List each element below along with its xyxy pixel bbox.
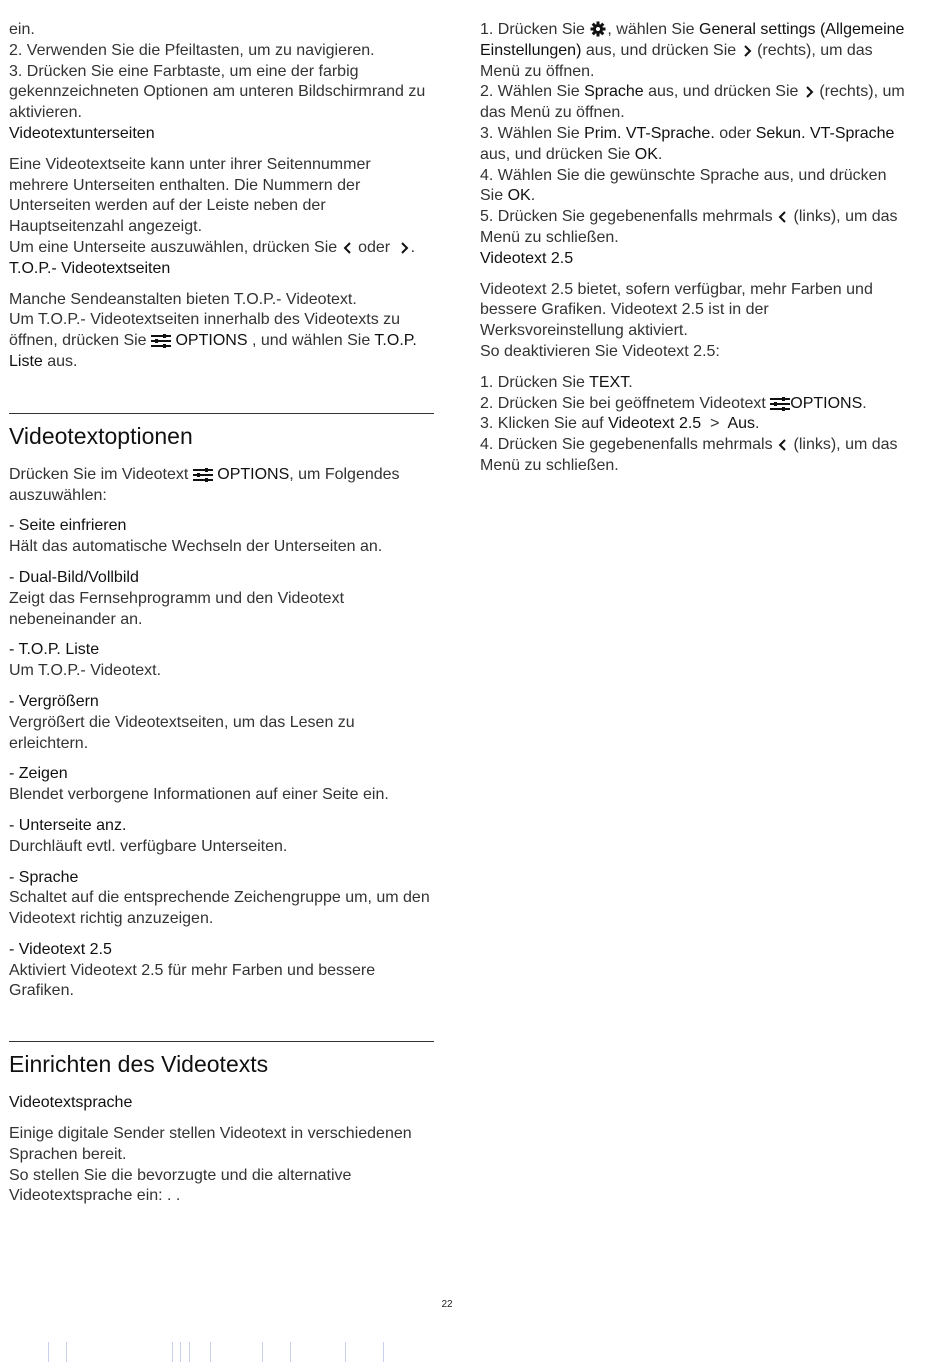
option-title: - Dual-Bild/Vollbild [9, 568, 139, 586]
options-icon [151, 334, 171, 348]
option-item [9, 868, 434, 930]
top-body-1: Manche Sendeanstalten bieten T.O.P.- Videotext. [9, 290, 357, 308]
option-title: - Seite einfrieren [9, 517, 127, 535]
top-list-label: T.O.P. Liste [9, 332, 417, 370]
chevron-left-icon [777, 438, 789, 452]
options-section-title: Videotextoptionen [9, 422, 193, 449]
footer-mark [345, 1342, 346, 1362]
option-desc: Blendet verborgene Informationen auf einer Seite ein. [9, 786, 389, 804]
sprache-label: Sprache [584, 83, 644, 101]
subpages-select-pre: Um eine Unterseite auszuwählen, drücken Sie [9, 238, 338, 256]
option-desc: Durchläuft evtl. verfügbare Unterseiten. [9, 837, 288, 855]
step-text: aus, und drücken Sie [585, 41, 737, 59]
footer-mark [172, 1342, 173, 1362]
vt25-step-3 [480, 414, 910, 435]
step-text: (links), um das Menü zu schließen. [480, 436, 898, 474]
lang-step-1 [480, 20, 910, 82]
vt25-step-2 [480, 394, 910, 415]
ok-label: OK [507, 187, 531, 205]
general-settings-label: General settings (Allgemeine Einstellungen) [480, 21, 905, 59]
top-body-2-pre: Um T.O.P.- Videotextseiten innerhalb des Videotexts zu öffnen, drücken Sie [9, 311, 401, 350]
step-text: (rechts), um das Menü zu öffnen. [480, 41, 873, 80]
intro-line-1: ein. [9, 21, 35, 38]
chevron-left-icon [342, 241, 354, 255]
step-text: (links), um das Menü zu schließen. [480, 208, 898, 246]
option-item [9, 516, 434, 558]
page-number: 22 [441, 1299, 453, 1310]
option-item [9, 940, 434, 1002]
footer-mark [66, 1342, 67, 1362]
options-intro [9, 465, 434, 507]
option-item [9, 640, 434, 682]
section-divider [9, 1041, 434, 1042]
text-key-label: TEXT [589, 373, 629, 391]
step-text: 4. Wählen Sie die gewünschte Sprache aus, und drücken Sie [480, 166, 887, 205]
prim-vt-label: Prim. VT-Sprache. [584, 124, 715, 142]
options-label: OPTIONS [217, 465, 290, 483]
step-text: . [530, 187, 536, 205]
step-text: oder [719, 124, 752, 142]
top-body-2 [9, 310, 434, 372]
section-divider [9, 413, 434, 414]
options-icon [193, 468, 213, 482]
chevron-right-icon [395, 241, 411, 255]
gear-icon [589, 21, 607, 37]
option-item [9, 764, 434, 806]
option-desc: Aktiviert Videotext 2.5 für mehr Farben und bessere Grafiken. [9, 961, 376, 1000]
footer-mark [383, 1342, 384, 1362]
vt25-step-1 [480, 373, 910, 394]
path-separator: > [710, 415, 720, 433]
footer-mark [210, 1342, 211, 1362]
footer-mark [48, 1342, 49, 1362]
option-desc: Um T.O.P.- Videotext. [9, 662, 162, 680]
subpages-heading: Videotextunterseiten [9, 124, 155, 142]
left-column [9, 20, 434, 1207]
intro-step-2: 2. Verwenden Sie die Pfeiltasten, um zu navigieren. [9, 41, 375, 59]
subpages-body: Eine Videotextseite kann unter ihrer Seitennummer mehrere Unterseiten enthalten. Die Nummern der Unterseiten werden auf der Leiste neben der Hauptseitenzahl angezeigt. [9, 155, 371, 236]
top-body-2-post: aus. [47, 352, 78, 370]
subpages-select-post: . [410, 238, 416, 256]
options-intro-pre: Drücken Sie im Videotext [9, 465, 189, 483]
intro-step-3: 3. Drücken Sie eine Farbtaste, um eine der farbig gekennzeichneten Optionen am unteren Bildschirmrand zu aktivieren. [9, 62, 426, 122]
step-text: , wählen Sie [607, 21, 695, 38]
step-text: . [862, 394, 867, 412]
footer-mark [262, 1342, 263, 1362]
chevron-right-icon [803, 85, 815, 99]
vt25-body-2: So deaktivieren Sie Videotext 2.5: [480, 342, 720, 360]
step-text: aus, und drücken Sie [480, 145, 631, 163]
step-text: . [628, 373, 633, 391]
right-column [480, 20, 910, 477]
option-title: - Vergrößern [9, 692, 99, 710]
top-options-label: OPTIONS [175, 332, 248, 350]
videotext-25-label: Videotext 2.5 [608, 415, 702, 433]
options-icon [770, 397, 790, 411]
chevron-left-icon [777, 210, 789, 224]
option-title: - Sprache [9, 868, 79, 886]
step-text: 3. Klicken Sie auf [480, 415, 604, 433]
options-list [9, 516, 434, 1002]
lang-step-4 [480, 166, 910, 208]
footer-marks [0, 1340, 950, 1364]
chevron-right-icon [741, 44, 753, 58]
step-text: 4. Drücken Sie gegebenenfalls mehrmals [480, 436, 773, 454]
subpages-select-or: oder [358, 238, 391, 256]
options-label: OPTIONS [790, 394, 863, 412]
lang-step-2 [480, 82, 910, 124]
option-desc: Zeigt das Fernsehprogramm und den Videotext nebeneinander an. [9, 589, 345, 628]
option-item [9, 568, 434, 630]
lang-step-3 [480, 124, 910, 166]
option-title: - Videotext 2.5 [9, 940, 112, 958]
option-title: - T.O.P. Liste [9, 641, 100, 659]
setup-body-2: So stellen Sie die bevorzugte und die alternative Videotextsprache ein: . . [9, 1166, 352, 1205]
step-text: 2. Drücken Sie bei geöffnetem Videotext [480, 394, 766, 412]
option-desc: Schaltet auf die entsprechende Zeichengruppe um, um den Videotext richtig anzuzeigen. [9, 889, 430, 928]
option-title: - Unterseite anz. [9, 816, 127, 834]
top-body-2-mid: , und wählen Sie [251, 332, 371, 350]
ok-label: OK [634, 145, 658, 163]
option-item [9, 692, 434, 754]
footer-mark [290, 1342, 291, 1362]
step-text: aus, und drücken Sie [648, 83, 799, 101]
setup-subheading: Videotextsprache [9, 1094, 133, 1112]
vt25-step-4 [480, 435, 910, 477]
options-intro-post: , um Folgendes auszuwählen: [9, 465, 400, 504]
setup-body-1: Einige digitale Sender stellen Videotext in verschiedenen Sprachen bereit. [9, 1125, 412, 1163]
sekun-vt-label: Sekun. VT-Sprache [755, 124, 895, 142]
option-desc: Vergrößert die Videotextseiten, um das Lesen zu erleichtern. [9, 713, 355, 752]
subpages-select [9, 238, 434, 259]
aus-label: Aus [727, 415, 756, 433]
step-text: 2. Wählen Sie [480, 83, 580, 101]
step-text: 3. Wählen Sie [480, 124, 580, 142]
step-text: 1. Drücken Sie [480, 373, 585, 391]
lang-step-5 [480, 207, 910, 249]
option-item [9, 816, 434, 858]
step-text: 1. Drücken Sie [480, 21, 585, 38]
step-text: (rechts), um das Menü zu öffnen. [480, 83, 905, 122]
footer-mark [180, 1342, 181, 1362]
setup-section-title: Einrichten des Videotexts [9, 1051, 269, 1078]
step-text: 5. Drücken Sie gegebenenfalls mehrmals [480, 208, 773, 226]
top-heading: T.O.P.- Videotextseiten [9, 259, 171, 277]
step-text: . [755, 415, 760, 433]
option-desc: Hält das automatische Wechseln der Unterseiten an. [9, 538, 383, 556]
step-text: . [657, 145, 663, 163]
vt25-heading: Videotext 2.5 [480, 249, 574, 267]
vt25-body-1: Videotext 2.5 bietet, sofern verfügbar, mehr Farben und bessere Grafiken. Videotext 2.5 ist in der Werksvoreinstellung aktiviert. [480, 280, 873, 340]
footer-mark [189, 1342, 190, 1362]
option-title: - Zeigen [9, 765, 68, 783]
